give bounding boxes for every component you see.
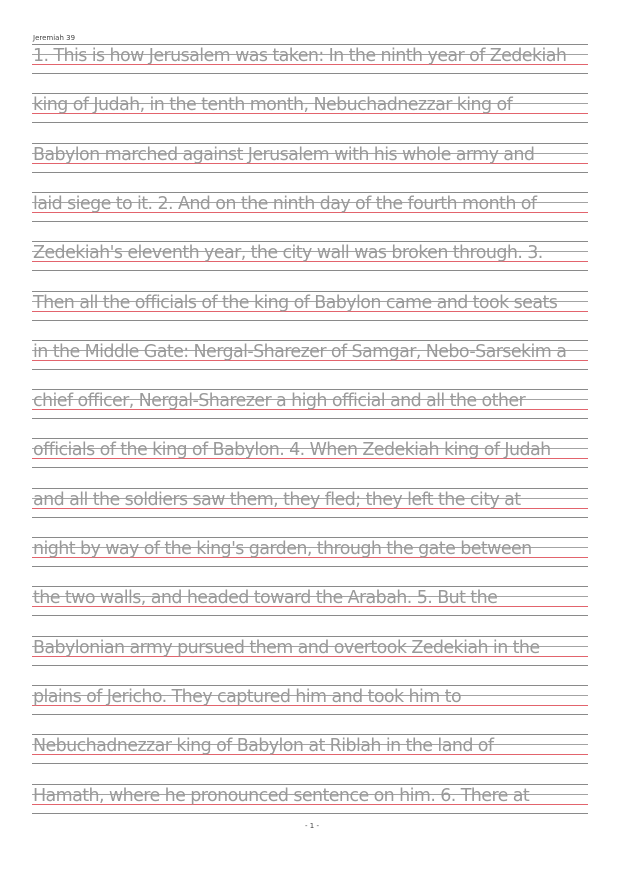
bottom-rule (32, 467, 588, 468)
practice-row (32, 537, 588, 587)
top-rule (32, 685, 588, 686)
top-rule (32, 537, 588, 538)
page-title: Jeremiah 39 (33, 34, 76, 42)
top-rule (32, 340, 588, 341)
bottom-rule (32, 813, 588, 814)
practice-row (32, 192, 588, 242)
trace-line: Babylonian army pursued them and overtook Zedekiah in the (33, 637, 540, 658)
practice-row (32, 93, 588, 143)
bottom-rule (32, 517, 588, 518)
bottom-rule (32, 320, 588, 321)
bottom-rule (32, 122, 588, 123)
top-rule (32, 241, 588, 242)
practice-row (32, 241, 588, 291)
bottom-rule (32, 665, 588, 666)
practice-row (32, 291, 588, 341)
practice-row (32, 734, 588, 784)
practice-row (32, 685, 588, 735)
bottom-rule (32, 73, 588, 74)
top-rule (32, 389, 588, 390)
top-rule (32, 143, 588, 144)
practice-row (32, 586, 588, 636)
trace-line: Hamath, where he pronounced sentence on him. 6. There at (33, 785, 530, 806)
bottom-rule (32, 418, 588, 419)
trace-line: Nebuchadnezzar king of Babylon at Riblah in the land of (33, 736, 494, 757)
top-rule (32, 636, 588, 637)
bottom-rule (32, 566, 588, 567)
practice-row (32, 340, 588, 390)
practice-row (32, 438, 588, 488)
practice-row (32, 488, 588, 538)
top-rule (32, 586, 588, 587)
trace-line: Then all the officials of the king of Babylon came and took seats (33, 292, 558, 313)
bottom-rule (32, 172, 588, 173)
bottom-rule (32, 221, 588, 222)
practice-lines (32, 0, 588, 883)
top-rule (32, 93, 588, 94)
trace-line: 1. This is how Jerusalem was taken: In the ninth year of Zedekiah (33, 46, 567, 66)
top-rule (32, 291, 588, 292)
practice-row (32, 636, 588, 686)
practice-row (32, 44, 588, 94)
bottom-rule (32, 369, 588, 370)
bottom-rule (32, 763, 588, 764)
trace-line: in the Middle Gate: Nergal-Sharezer of Samgar, Nebo-Sarsekim a (33, 341, 567, 362)
page-number: - 1 - (305, 822, 319, 830)
trace-line: night by way of the king's garden, through the gate between (33, 539, 532, 559)
trace-line: the two walls, and headed toward the Arabah. 5. But the (33, 588, 498, 609)
trace-line: plains of Jericho. They captured him and took him to (33, 686, 462, 707)
trace-line: king of Judah, in the tenth month, Nebuchadnezzar king of (33, 95, 513, 116)
trace-line: officials of the king of Babylon. 4. When Zedekiah king of Judah (33, 440, 551, 461)
top-rule (32, 438, 588, 439)
top-rule (32, 784, 588, 785)
trace-line: and all the soldiers saw them, they fled; they left the city at (33, 489, 521, 510)
trace-line: laid siege to it. 2. And on the ninth day of the fourth month of (33, 193, 537, 214)
top-rule (32, 192, 588, 193)
bottom-rule (32, 714, 588, 715)
practice-row (32, 143, 588, 193)
bottom-rule (32, 270, 588, 271)
trace-line: chief officer, Nergal-Sharezer a high official and all the other (33, 391, 526, 412)
top-rule (32, 734, 588, 735)
top-rule (32, 488, 588, 489)
bottom-rule (32, 615, 588, 616)
trace-line: Zedekiah's eleventh year, the city wall was broken through. 3. (33, 243, 543, 264)
practice-row (32, 389, 588, 439)
trace-line: Babylon marched against Jerusalem with his whole army and (33, 144, 535, 165)
top-rule (32, 44, 588, 45)
